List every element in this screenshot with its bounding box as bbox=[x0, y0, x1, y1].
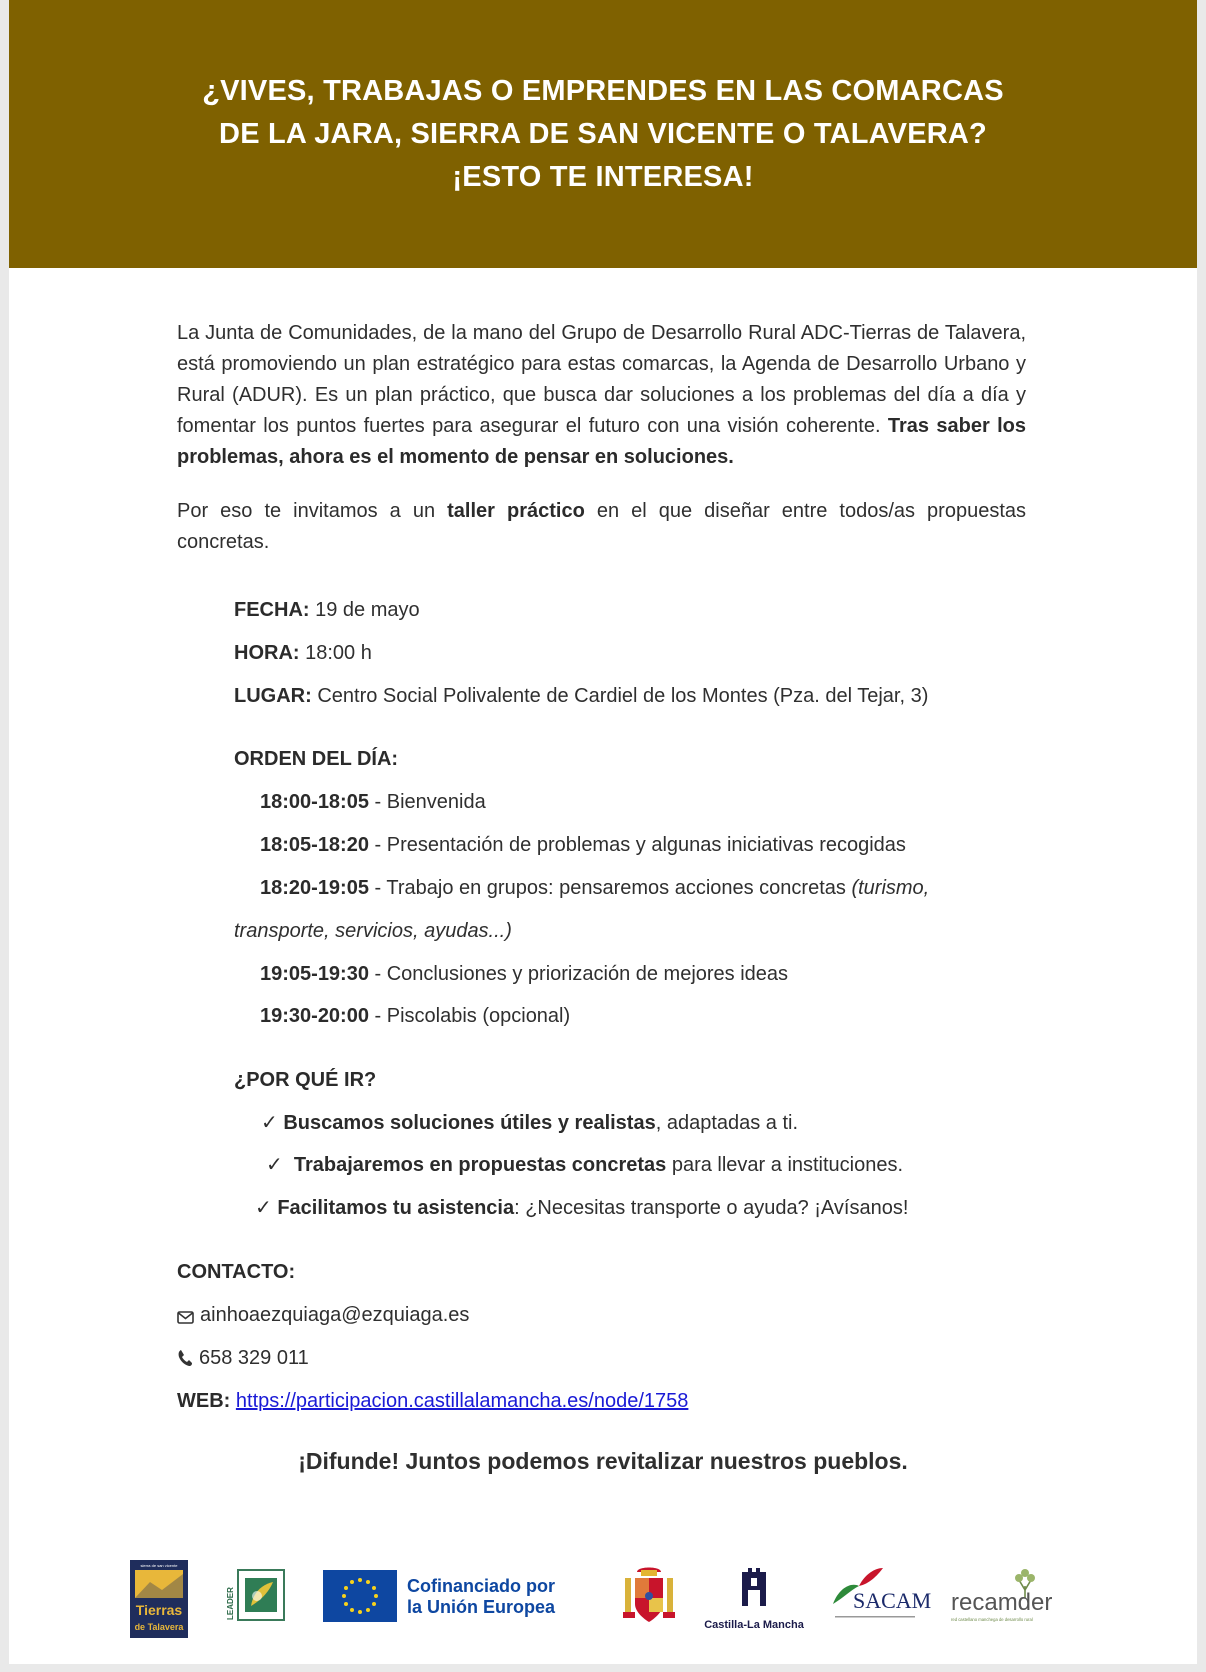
spain-coat-of-arms-logo bbox=[621, 1564, 677, 1626]
sacam-logo bbox=[829, 1564, 932, 1630]
agenda-item: 19:30-20:00 - Piscolabis (opcional) bbox=[260, 1005, 571, 1027]
recamder-logo bbox=[949, 1568, 1059, 1628]
place-row bbox=[234, 683, 928, 709]
phone-icon bbox=[177, 1348, 193, 1374]
contact-phone-row bbox=[177, 1345, 309, 1374]
agenda-item: 18:20-19:05 - Trabajo en grupos: pensaremos acciones concretas (turismo, bbox=[260, 877, 930, 899]
castilla-la-mancha-logo bbox=[704, 1566, 804, 1636]
contact-email[interactable]: ainhoaezquiaga@ezquiaga.es bbox=[200, 1304, 470, 1326]
intro-paragraph bbox=[177, 318, 1026, 473]
agenda-item: 18:00-18:05 - Bienvenida bbox=[260, 791, 486, 813]
place-value: Centro Social Polivalente de Cardiel de los Montes (Pza. del Tejar, 3) bbox=[311, 685, 929, 707]
logo-strip bbox=[9, 1550, 1197, 1650]
intro-section bbox=[177, 318, 1026, 473]
place-label: LUGAR: bbox=[234, 685, 312, 707]
why-title: ¿POR QUÉ IR? bbox=[234, 1069, 377, 1091]
eu-text-line2: la Unión Europea bbox=[407, 1597, 556, 1617]
check-icon: ✓ bbox=[261, 1112, 278, 1134]
invite-paragraph: Por eso te invitamos a un taller práctico en el que diseñar entre todos/as propuestas concretas. bbox=[177, 500, 1027, 553]
recamder-subtext: red castellano manchega de desarrollo rural bbox=[951, 1617, 1033, 1622]
tierras-name-1: Tierras bbox=[135, 1602, 183, 1618]
web-label: WEB: bbox=[177, 1390, 231, 1412]
envelope-icon bbox=[177, 1305, 194, 1331]
tierras-small-text: sierra de san vicente bbox=[140, 1563, 178, 1568]
closing-message: ¡Difunde! Juntos podemos revitalizar nuestros pueblos. bbox=[298, 1448, 908, 1474]
date-label: FECHA: bbox=[234, 599, 310, 621]
banner-line-1: ¿VIVES, TRABAJAS O EMPRENDES EN LAS COMARCAS bbox=[202, 74, 1004, 107]
time-value: 18:00 h bbox=[299, 642, 372, 664]
check-icon: ✓ bbox=[255, 1197, 272, 1219]
leader-logo bbox=[227, 1568, 287, 1624]
header-banner bbox=[9, 0, 1197, 268]
check-icon: ✓ bbox=[266, 1154, 283, 1176]
eu-cofinanced-logo bbox=[323, 1570, 556, 1622]
why-item: ✓ Facilitamos tu asistencia: ¿Necesitas transporte o ayuda? ¡Avísanos! bbox=[255, 1197, 909, 1219]
tierras-de-talavera-logo bbox=[130, 1560, 188, 1638]
clm-text: Castilla-La Mancha bbox=[704, 1619, 804, 1631]
agenda-item: 18:05-18:20 - Presentación de problemas y algunas iniciativas recogidas bbox=[260, 834, 906, 856]
intro-bold-text: Tras saber los problemas, ahora es el momento de pensar en soluciones. bbox=[177, 415, 1026, 468]
eu-text-line1: Cofinanciado por bbox=[407, 1576, 555, 1596]
recamder-text: recamder bbox=[951, 1589, 1053, 1616]
poster-page bbox=[9, 0, 1197, 1664]
banner-line-3: ¡ESTO TE INTERESA! bbox=[452, 160, 754, 193]
date-row bbox=[234, 597, 420, 623]
invite-section bbox=[177, 496, 1026, 558]
web-link[interactable]: https://participacion.castillalamancha.es/node/1758 bbox=[235, 1390, 689, 1412]
agenda-title: ORDEN DEL DÍA: bbox=[234, 748, 399, 770]
intro-text: La Junta de Comunidades, de la mano del Grupo de Desarrollo Rural ADC-Tierras de Talavera, está promoviendo un plan estratégico para estas comarcas, la Agenda de Desarrollo Urbano y Rural (ADUR). Es un plan práctico, que busca dar soluciones a los problemas del día a día y fomentar los puntos fuertes para asegurar el futuro con una visión coherente. bbox=[177, 322, 1026, 437]
contact-title: CONTACTO: bbox=[177, 1261, 296, 1283]
time-label: HORA: bbox=[234, 642, 300, 664]
leader-text: LEADER bbox=[226, 1587, 235, 1620]
tierras-name-2: de Talavera bbox=[134, 1622, 184, 1632]
time-row bbox=[234, 640, 372, 666]
banner-line-2: DE LA JARA, SIERRA DE SAN VICENTE O TALAVERA? bbox=[219, 117, 987, 150]
date-value: 19 de mayo bbox=[309, 599, 420, 621]
contact-phone[interactable]: 658 329 011 bbox=[199, 1347, 309, 1369]
contact-web-row bbox=[177, 1388, 688, 1414]
why-item: ✓ Trabajaremos en propuestas concretas para llevar a instituciones. bbox=[266, 1154, 904, 1176]
invite-bold-text: taller práctico bbox=[447, 500, 585, 522]
agenda-item-continuation: transporte, servicios, ayudas...) bbox=[234, 920, 512, 942]
contact-email-row bbox=[177, 1302, 469, 1331]
agenda-item: 19:05-19:30 - Conclusiones y priorización de mejores ideas bbox=[260, 963, 789, 985]
why-item: ✓ Buscamos soluciones útiles y realistas, adaptadas a ti. bbox=[261, 1112, 799, 1134]
sacam-text: SACAM bbox=[853, 1588, 932, 1613]
